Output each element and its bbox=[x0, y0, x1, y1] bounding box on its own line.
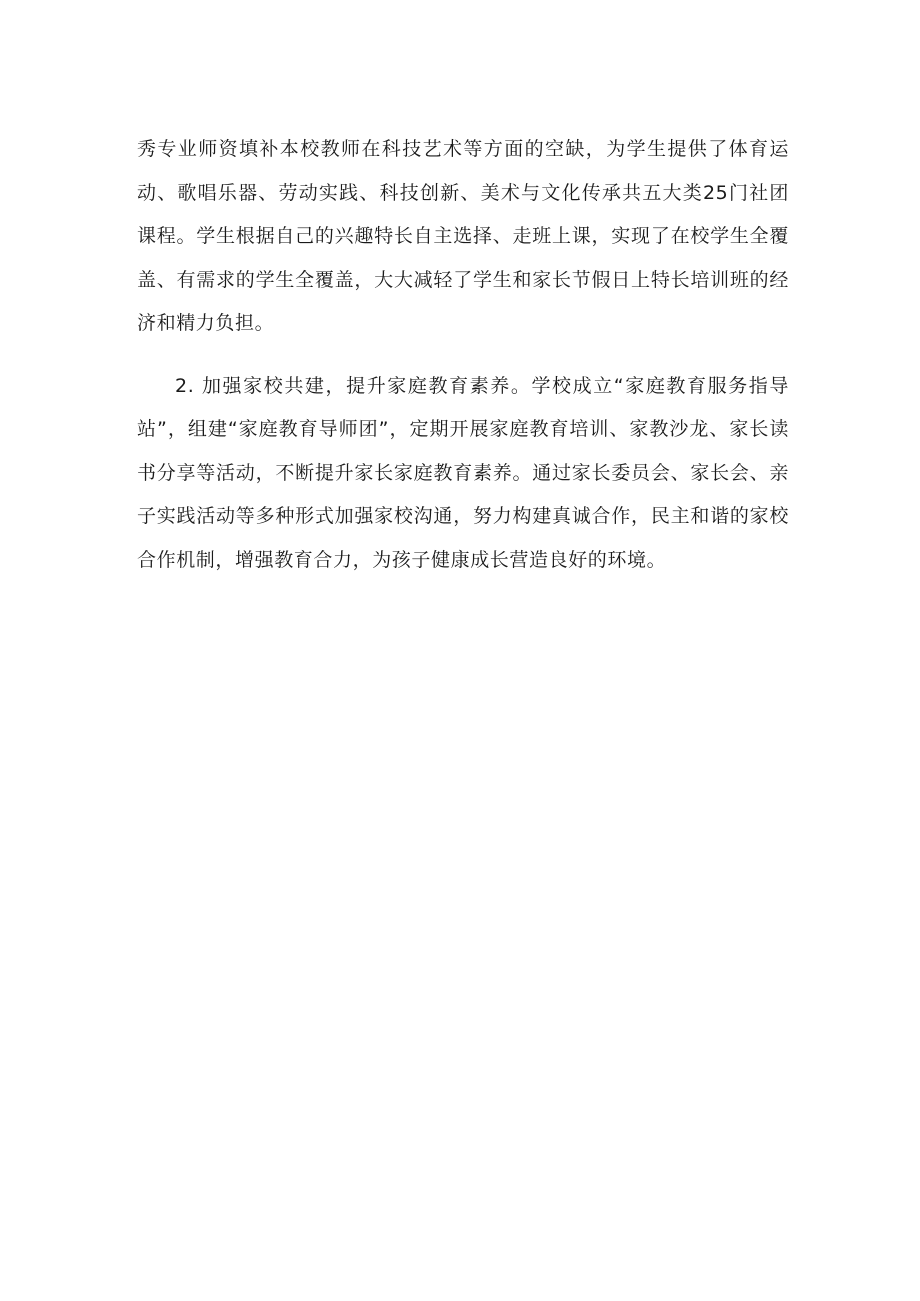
paragraph-continuation: 秀专业师资填补本校教师在科技艺术等方面的空缺，为学生提供了体育运动、歌唱乐器、劳动实践、科技创新、美术与文化传承共五大类25门社团课程。学生根据自己的兴趣特长自主选择、走班上课，实现了在校学生全覆盖、有需求的学生全覆盖，大大减轻了学生和家长节假日上特长培训班的经济和精力负担。 bbox=[137, 138, 789, 334]
paragraph-home-school-cooperation: 2. 加强家校共建，提升家庭教育素养。学校成立“家庭教育服务指导站”，组建“家庭教育导师团”，定期开展家庭教育培训、家教沙龙、家长读书分享等活动，不断提升家长家庭教育素养。通过家长委员会、家长会、亲子实践活动等多种形式加强家校沟通，努力构建真诚合作，民主和谐的家校合作机制，增强教育合力，为孩子健康成长营造良好的环境。 bbox=[137, 374, 789, 571]
document-body bbox=[137, 128, 789, 582]
